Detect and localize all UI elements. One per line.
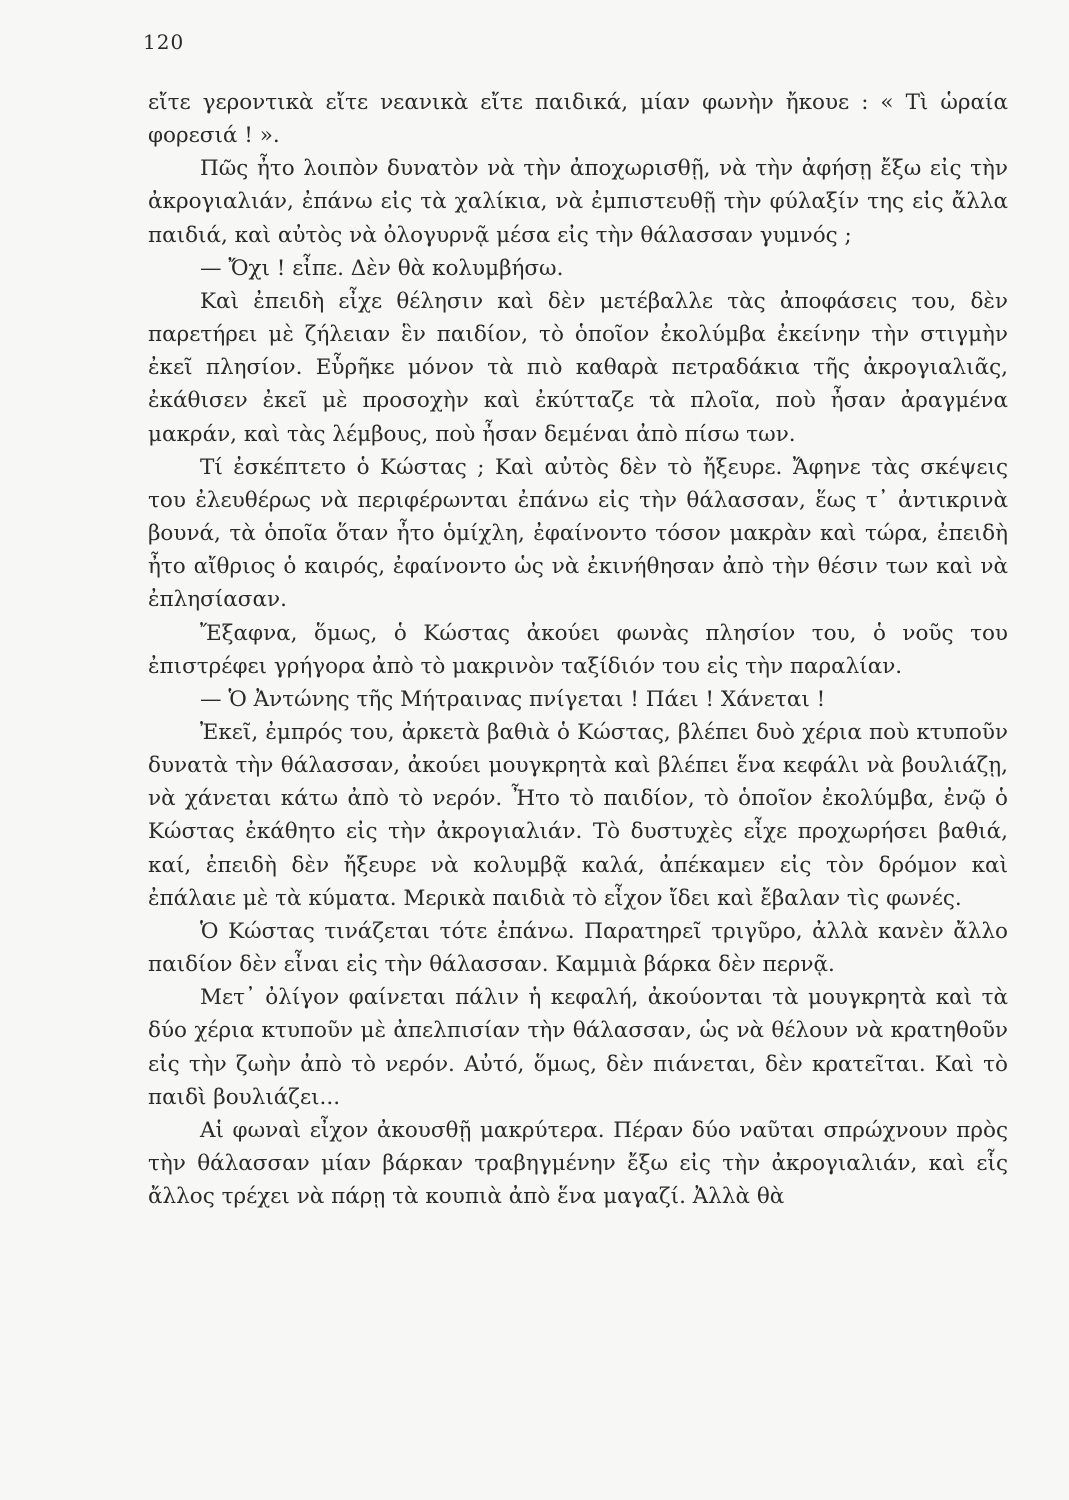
paragraph: Ἐκεῖ, ἐμπρός του, ἀρκετὰ βαθιὰ ὁ Κώστας, βλέπει δυὸ χέρια ποὺ κτυποῦν δυνατὰ τὴν θάλασσαν, ἀκούει μουγκρητὰ καὶ βλέπει ἕνα κεφάλι νὰ βουλιάζῃ, νὰ χάνεται κάτω ἀπὸ τὸ νερόν. Ἦτο τὸ παιδίον, τὸ ὁποῖον ἐκολύμβα, ἐνῷ ὁ Κώστας ἐκάθητο εἰς τὴν ἀκρογιαλιάν. Τὸ δυστυχὲς εἶχε προχωρήσει βαθιά, καί, ἐπειδὴ δὲν ἤξευρε νὰ κολυμβᾷ καλά, ἀπέκαμεν εἰς τὸν δρόμον καὶ ἐπάλαιε μὲ τὰ κύματα. Μερικὰ παιδιὰ τὸ εἶχον ἴδει καὶ ἔβαλαν τὶς φωνές. xyxy=(148,719,1008,911)
paragraph: — Ὄχι ! εἶπε. Δὲν θὰ κολυμβήσω. xyxy=(200,255,564,281)
paragraph: — Ὁ Ἀντώνης τῆς Μήτραινας πνίγεται ! Πάει ! Χάνεται ! xyxy=(200,686,826,712)
paragraph: Μετ᾽ ὀλίγον φαίνεται πάλιν ἡ κεφαλή, ἀκούονται τὰ μουγκρητὰ καὶ τὰ δύο χέρια κτυποῦν μὲ ἀπελπισίαν τὴν θάλασσαν, ὡς νὰ θέλουν νὰ κρατηθοῦν εἰς τὴν ζωὴν ἀπὸ τὸ νερόν. Αὐτό, ὅμως, δὲν πιάνεται, δὲν κρατεῖται. Καὶ τὸ παιδὶ βουλιάζει... xyxy=(148,985,1008,1110)
paragraph: Ὁ Κώστας τινάζεται τότε ἐπάνω. Παρατηρεῖ τριγῦρο, ἀλλὰ κανὲν ἄλλο παιδίον δὲν εἶναι εἰς τὴν θάλασσαν. Καμμιὰ βάρκα δὲν περνᾷ. xyxy=(148,918,1008,978)
paragraph: Τί ἐσκέπτετο ὁ Κώστας ; Καὶ αὐτὸς δὲν τὸ ἤξευρε. Ἄφηνε τὰς σκέψεις του ἐλευθέρως νὰ περιφέρωνται ἐπάνω εἰς τὴν θάλασσαν, ἕως τ᾽ ἀντικρινὰ βουνά, τὰ ὁποῖα ὅταν ἦτο ὁμίχλη, ἐφαίνοντο τόσον μακρὰν καὶ τώρα, ἐπειδὴ ἦτο αἴθριος ὁ καιρός, ἐφαίνοντο ὡς νὰ ἐκινήθησαν ἀπὸ τὴν θέσιν των καὶ νὰ ἐπλησίασαν. xyxy=(148,454,1008,613)
paragraph: Ἔξαφνα, ὅμως, ὁ Κώστας ἀκούει φωνὰς πλησίον του, ὁ νοῦς του ἐπιστρέφει γρήγορα ἀπὸ τὸ μακρινὸν ταξίδιόν του εἰς τὴν παραλίαν. xyxy=(148,620,1008,679)
page-number: 120 xyxy=(143,30,185,54)
paragraph: Πῶς ἦτο λοιπὸν δυνατὸν νὰ τὴν ἀποχωρισθῇ, νὰ τὴν ἀφήσῃ ἔξω εἰς τὴν ἀκρογιαλιάν, ἐπάνω εἰς τὰ χαλίκια, νὰ ἐμπιστευθῇ τὴν φύλαξίν της εἰς ἄλλα παιδιά, καὶ αὐτὸς νὰ ὀλογυρνᾷ μέσα εἰς τὴν θάλασσαν γυμνός ; xyxy=(148,156,1008,248)
paragraph: Αἱ φωναὶ εἶχον ἀκουσθῇ μακρύτερα. Πέραν δύο ναῦται σπρώχνουν πρὸς τὴν θάλασσαν μίαν βάρκαν τραβηγμένην ἔξω εἰς τὴν ἀκρογιαλιάν, καὶ εἷς ἄλλος τρέχει νὰ πάρῃ τὰ κουπιὰ ἀπὸ ἕνα μαγαζί. Ἀλλὰ θὰ xyxy=(148,1117,1008,1210)
paragraph: εἴτε γεροντικὰ εἴτε νεανικὰ εἴτε παιδικά, μίαν φωνὴν ἤκουε : « Τὶ ὡραία φορεσιά ! ». xyxy=(148,90,1008,149)
paragraph: Καὶ ἐπειδὴ εἶχε θέλησιν καὶ δὲν μετέβαλλε τὰς ἀποφάσεις του, δὲν παρετήρει μὲ ζήλειαν ἓν παιδίον, τὸ ὁποῖον ἐκολύμβα ἐκείνην τὴν στιγμὴν ἐκεῖ πλησίον. Εὗρῆκε μόνον τὰ πιὸ καθαρὰ πετραδάκια τῆς ἀκρογιαλιᾶς, ἐκάθισεν ἐκεῖ μὲ προσοχὴν καὶ ἐκύτταζε τὰ πλοῖα, ποὺ ἦσαν ἀραγμένα μακράν, καὶ τὰς λέμβους, ποὺ ἦσαν δεμέναι ἀπὸ πίσω των. xyxy=(148,288,1008,447)
page-text xyxy=(148,86,1008,1213)
